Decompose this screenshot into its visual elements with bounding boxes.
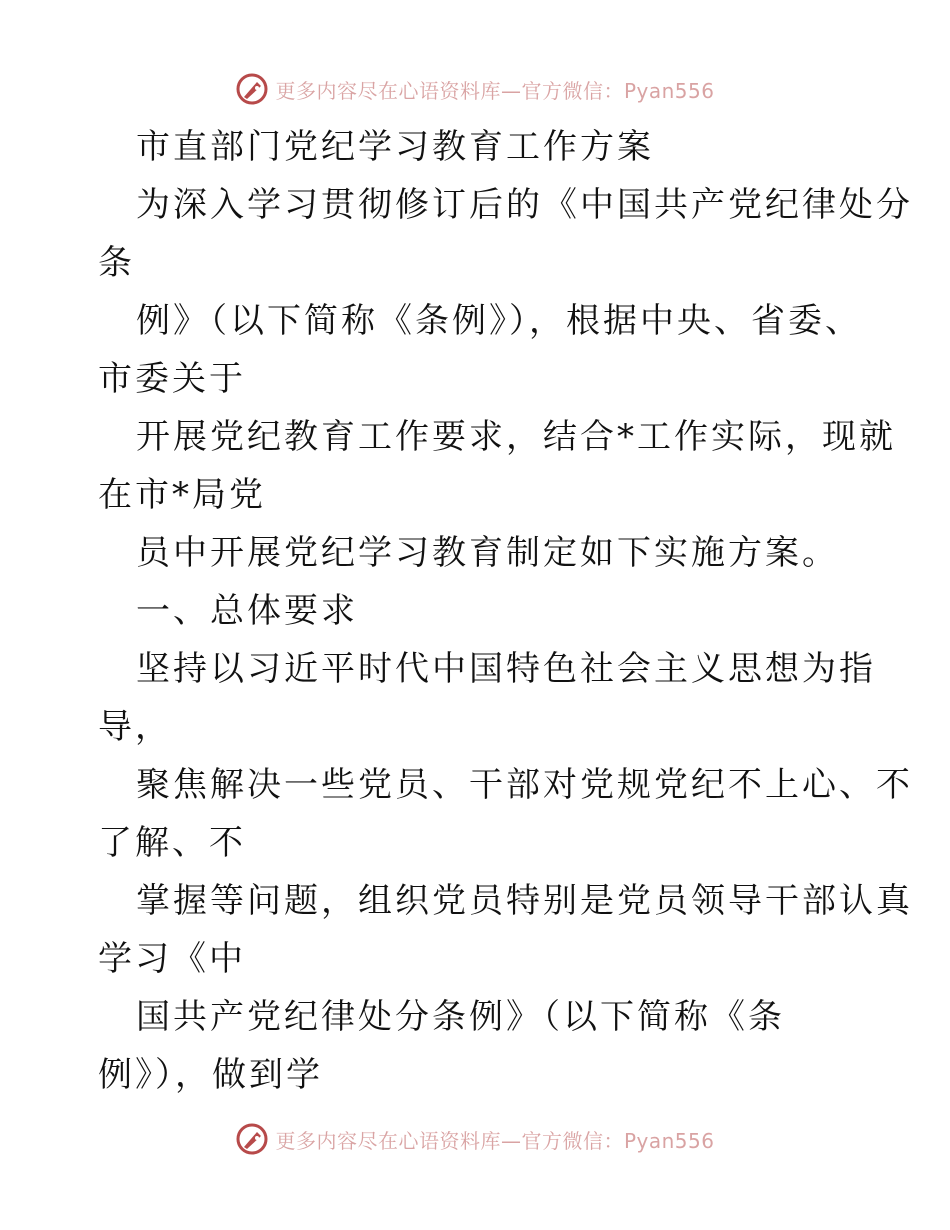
document-title: 市直部门党纪学习教育工作方案 [136,127,654,167]
document-body [98,118,913,1104]
paragraph-line: 开展党纪教育工作要求，结合*工作实际，现就 [136,417,896,457]
paragraph-line: 了解、不 [98,823,246,863]
paragraph-line: 导， [98,707,172,747]
header-watermark [0,72,950,106]
paragraph-line: 例》），做到学 [98,1055,323,1095]
paragraph-line: 例》（以下简称《条例》），根据中央、省委、 [136,301,862,341]
paragraph-line: 为深入学习贯彻修订后的《中国共产党纪律处分 [136,185,913,225]
watermark-text: 更多内容尽在心语资料库—官方微信：Pyan556 [275,78,715,103]
paragraph-line: 掌握等问题，组织党员特别是党员领导干部认真 [136,881,913,921]
paragraph-line: 坚持以习近平时代中国特色社会主义思想为指 [136,649,876,689]
paragraph-line: 在市*局党 [98,475,266,515]
paragraph-line: 聚焦解决一些党员、干部对党规党纪不上心、不 [136,765,913,805]
paragraph-line: 市委关于 [98,359,246,399]
paragraph-line: 员中开展党纪学习教育制定如下实施方案。 [136,533,839,573]
footer-watermark [0,1122,950,1156]
paragraph-line: 学习《中 [98,939,246,979]
paragraph-line: 条 [98,243,135,283]
fountain-pen-logo-icon [235,72,269,106]
section-heading: 一、总体要求 [136,591,358,631]
paragraph-line: 国共产党纪律处分条例》（以下简称《条 [136,997,785,1037]
watermark-text: 更多内容尽在心语资料库—官方微信：Pyan556 [275,1128,715,1153]
fountain-pen-logo-icon [235,1122,269,1156]
